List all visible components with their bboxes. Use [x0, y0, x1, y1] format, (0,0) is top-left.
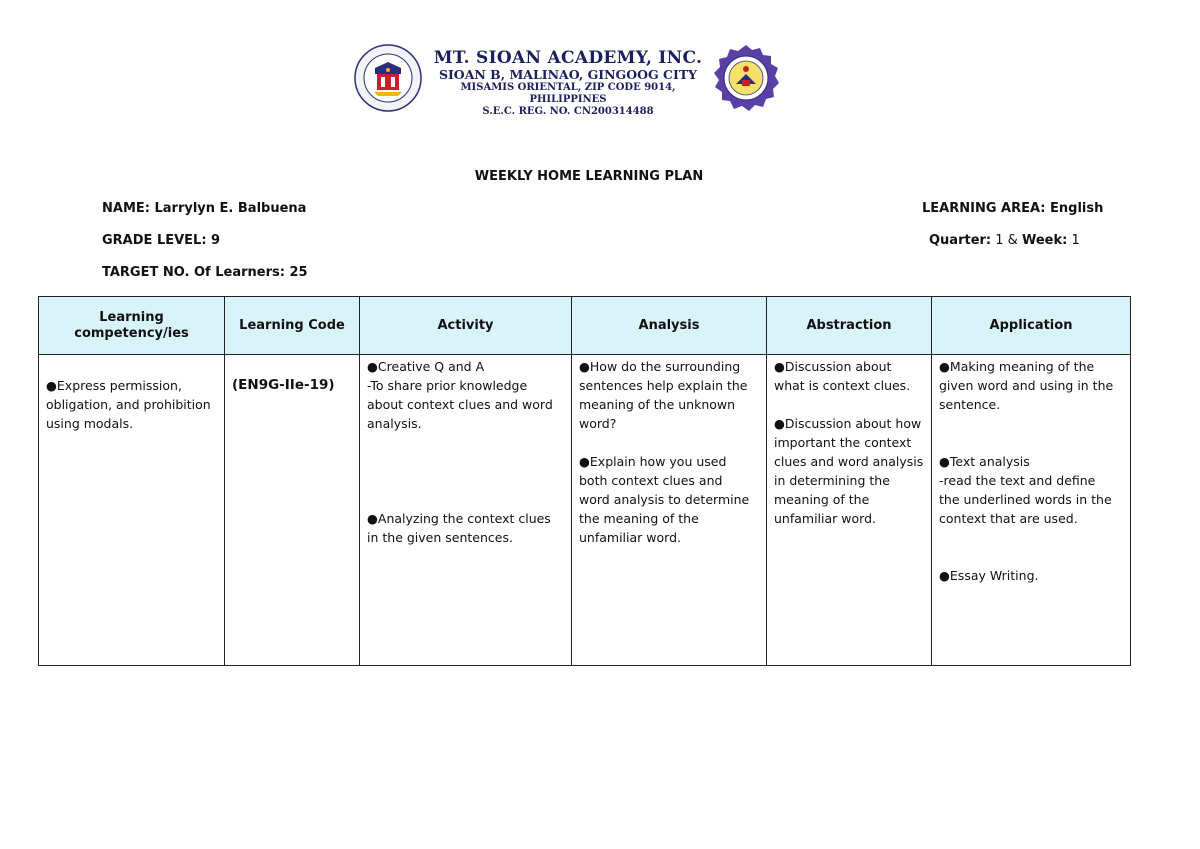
- quarter-label: Quarter:: [929, 233, 992, 248]
- teacher-name: NAME: Larrylyn E. Balbuena: [102, 201, 307, 216]
- cell-text-line: unfamiliar word.: [774, 511, 876, 526]
- analysis-cell: [572, 355, 767, 666]
- school-registration: S.E.C. REG. NO. CN200314488: [482, 106, 654, 117]
- header-application: Application: [932, 297, 1131, 355]
- competency-cell: [39, 355, 225, 666]
- cell-text-line: sentences help explain the: [579, 378, 748, 393]
- learning-area: LEARNING AREA: English: [922, 201, 1104, 216]
- school-name-block: [424, 48, 712, 118]
- deped-seal-logo: [354, 44, 422, 112]
- target-learners: TARGET NO. Of Learners: 25: [102, 265, 308, 280]
- cell-text-line: ●Text analysis: [939, 454, 1030, 469]
- document-title: WEEKLY HOME LEARNING PLAN: [474, 169, 704, 184]
- school-address-1: SIOAN B, MALINAO, GINGOOG CITY: [438, 67, 698, 82]
- cell-text-line: sentence.: [939, 397, 1001, 412]
- cell-text-line: word?: [579, 416, 617, 431]
- cell-text-line: word analysis to determine: [579, 492, 750, 507]
- academy-seal-logo: [712, 44, 780, 112]
- cell-text-line: both context clues and: [579, 473, 723, 488]
- cell-text-line: important the context: [774, 435, 912, 450]
- cell-text-line: ●Discussion about: [774, 359, 892, 374]
- cell-text-line: in the given sentences.: [367, 530, 513, 545]
- grade-level: GRADE LEVEL: 9: [102, 233, 221, 248]
- week-value: 1: [1067, 233, 1080, 248]
- cell-text-line: ●Making meaning of the: [939, 359, 1095, 374]
- learning-code: (EN9G-IIe-19): [232, 377, 335, 393]
- cell-text-line: ●Express permission,: [46, 378, 182, 393]
- cell-text-line: about context clues and word: [367, 397, 553, 412]
- school-address-2: MISAMIS ORIENTAL, ZIP CODE 9014, PHILIPPINES: [460, 82, 676, 105]
- learning-plan-table: [38, 296, 1131, 666]
- cell-text-line: context that are used.: [939, 511, 1078, 526]
- header-activity: Activity: [360, 297, 572, 355]
- header-learning-code: Learning Code: [225, 297, 360, 355]
- cell-text-line: analysis.: [367, 416, 422, 431]
- school-header: [354, 44, 784, 117]
- table-row: [39, 355, 1131, 666]
- cell-text-line: the meaning of the: [579, 511, 699, 526]
- cell-text-line: in determining the: [774, 473, 890, 488]
- cell-text-line: clues and word analysis: [774, 454, 924, 469]
- quarter-value: 1 &: [991, 233, 1022, 248]
- quarter-week: [929, 233, 1080, 248]
- code-cell: [225, 355, 360, 666]
- school-name: MT. SIOAN ACADEMY, INC.: [433, 48, 703, 68]
- activity-cell: [360, 355, 572, 666]
- cell-text-line: meaning of the: [774, 492, 870, 507]
- cell-text-line: ●Analyzing the context clues: [367, 511, 551, 526]
- cell-text-line: meaning of the unknown: [579, 397, 736, 412]
- week-label: Week:: [1021, 233, 1068, 248]
- cell-text-line: the underlined words in the: [939, 492, 1112, 507]
- cell-text-line: ●Discussion about how: [774, 416, 922, 431]
- header-analysis: Analysis: [572, 297, 767, 355]
- cell-text-line: ●How do the surrounding: [579, 359, 741, 374]
- application-cell: [932, 355, 1131, 666]
- cell-text-line: -read the text and define: [939, 473, 1096, 488]
- cell-text-line: ●Explain how you used: [579, 454, 727, 469]
- cell-text-line: ●Creative Q and A: [367, 359, 485, 374]
- cell-text-line: ●Essay Writing.: [939, 568, 1039, 583]
- header-learning-competency: Learning competency/ies: [39, 297, 225, 355]
- cell-text-line: obligation, and prohibition: [46, 397, 211, 412]
- cell-text-line: -To share prior knowledge: [367, 378, 528, 393]
- cell-text-line: what is context clues.: [774, 378, 911, 393]
- cell-text-line: using modals.: [46, 416, 134, 431]
- cell-text-line: given word and using in the: [939, 378, 1114, 393]
- header-abstraction: Abstraction: [767, 297, 932, 355]
- abstraction-cell: [767, 355, 932, 666]
- table-header-row: [39, 297, 1131, 355]
- cell-text-line: unfamiliar word.: [579, 530, 681, 545]
